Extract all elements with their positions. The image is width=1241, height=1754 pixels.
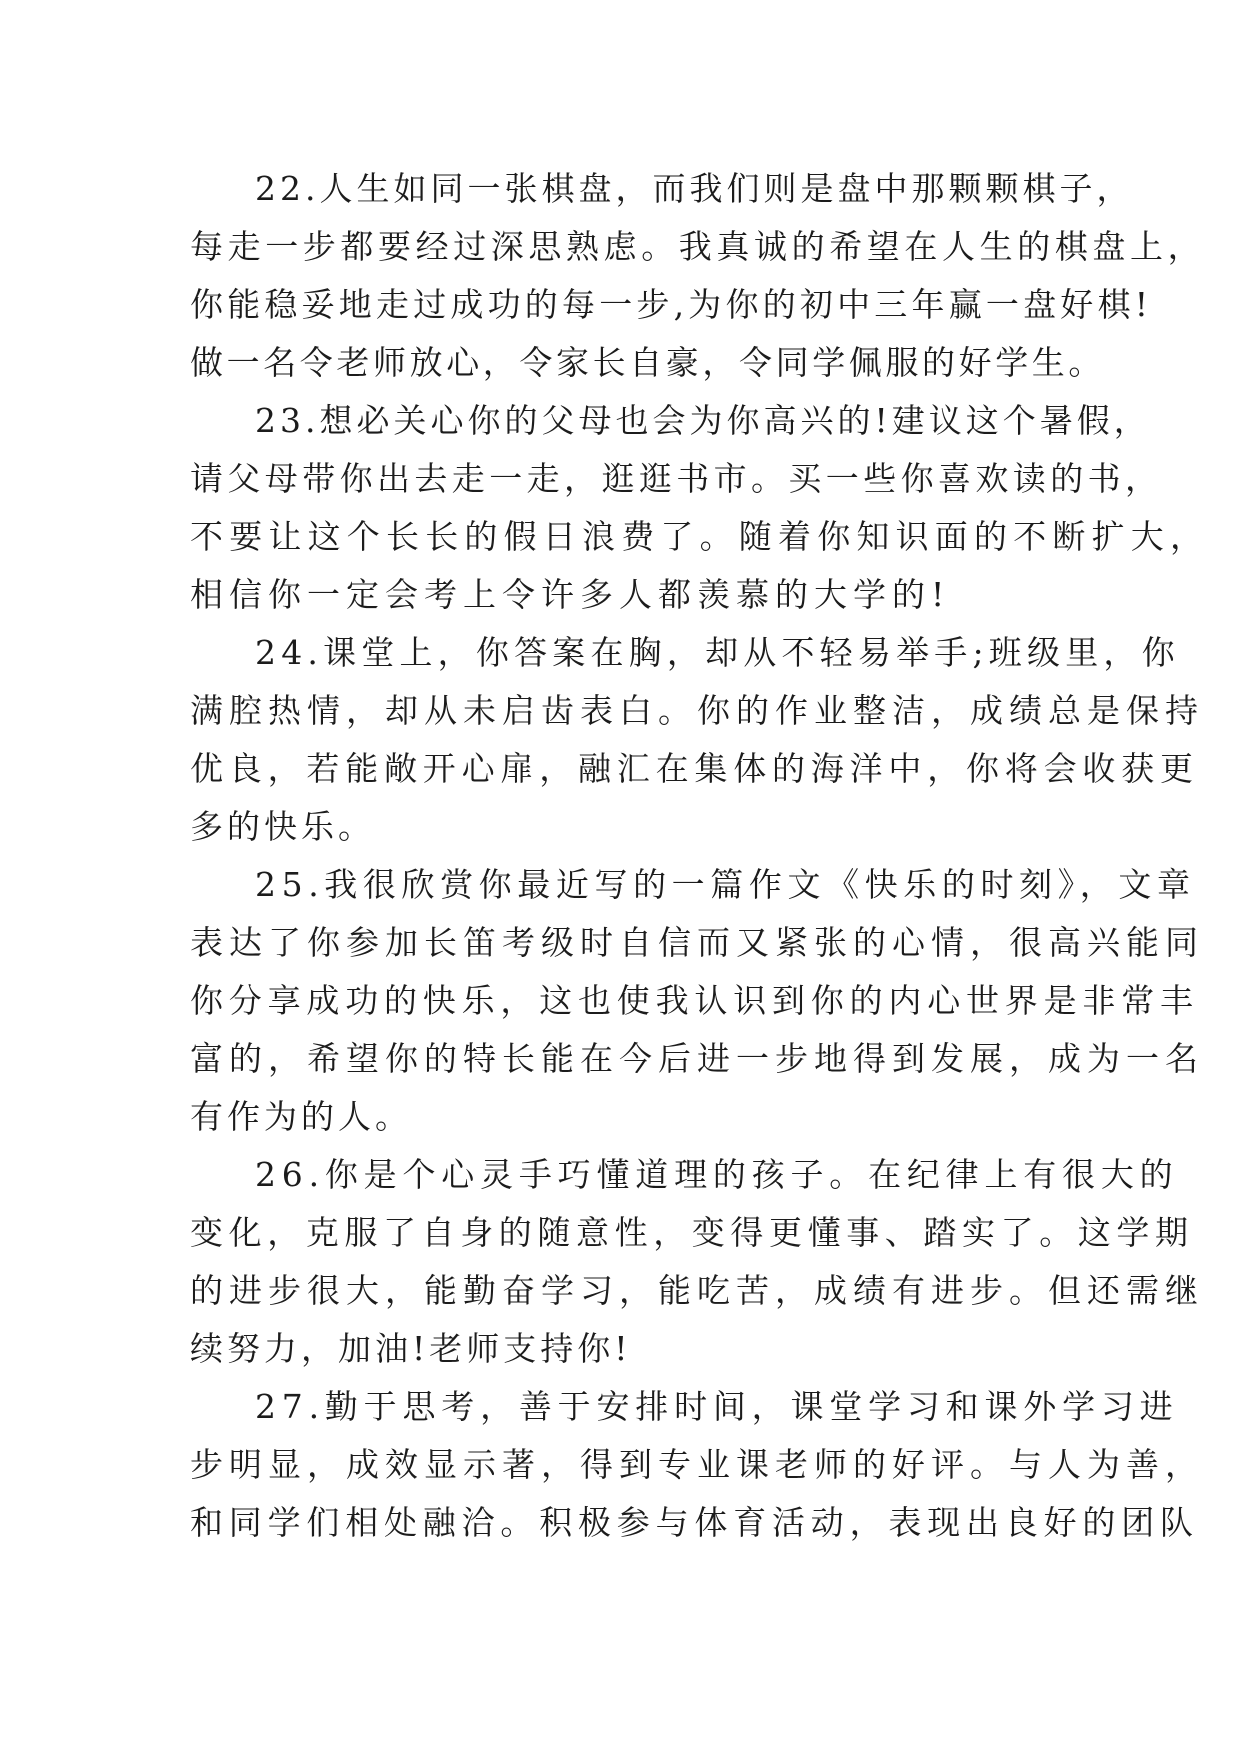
paragraph-27 [190, 1378, 1204, 1552]
text-line: 27.勤于思考，善于安排时间，课堂学习和课外学习进 [255, 1387, 1179, 1426]
text-line: 多的快乐。 [190, 807, 375, 846]
text-line: 优良，若能敞开心扉，融汇在集体的海洋中，你将会收获更 [190, 749, 1199, 788]
text-line: 和同学们相处融洽。积极参与体育活动，表现出良好的团队 [190, 1503, 1199, 1542]
text-line: 不要让这个长长的假日浪费了。随着你知识面的不断扩大， [190, 517, 1210, 556]
text-line: 做一名令老师放心，令家长自豪，令同学佩服的好学生。 [190, 343, 1105, 382]
text-line: 23.想必关心你的父母也会为你高兴的!建议这个暑假， [255, 401, 1151, 440]
text-line: 22.人生如同一张棋盘，而我们则是盘中那颗颗棋子， [255, 169, 1134, 208]
paragraph-24 [190, 624, 1204, 856]
text-line: 有作为的人。 [190, 1097, 412, 1136]
text-line: 相信你一定会考上令许多人都羡慕的大学的! [190, 575, 951, 614]
text-line: 请父母带你出去走一走，逛逛书市。买一些你喜欢读的书， [190, 459, 1163, 498]
text-line: 每走一步都要经过深思熟虑。我真诚的希望在人生的棋盘上， [190, 227, 1206, 266]
text-line: 续努力，加油!老师支持你! [190, 1329, 632, 1368]
text-line: 你分享成功的快乐，这也使我认识到你的内心世界是非常丰 [190, 981, 1199, 1020]
document-body [190, 160, 1210, 1552]
text-line: 满腔热情，却从未启齿表白。你的作业整洁，成绩总是保持 [190, 691, 1204, 730]
text-line: 26.你是个心灵手巧懂道理的孩子。在纪律上有很大的 [255, 1155, 1179, 1194]
paragraph-26 [190, 1146, 1204, 1378]
text-line: 24.课堂上，你答案在胸，却从不轻易举手;班级里，你 [255, 633, 1180, 672]
paragraph-22 [190, 160, 1206, 392]
text-line: 步明显，成效显示著，得到专业课老师的好评。与人为善， [190, 1445, 1204, 1484]
text-line: 25.我很欣赏你最近写的一篇作文《快乐的时刻》，文章 [255, 865, 1196, 904]
text-line: 的进步很大，能勤奋学习，能吃苦，成绩有进步。但还需继 [190, 1271, 1204, 1310]
text-line: 变化，克服了自身的随意性，变得更懂事、踏实了。这学期 [190, 1213, 1194, 1252]
text-line: 富的，希望你的特长能在今后进一步地得到发展，成为一名 [190, 1039, 1204, 1078]
paragraph-23 [190, 392, 1210, 624]
text-line: 表达了你参加长笛考级时自信而又紧张的心情，很高兴能同 [190, 923, 1204, 962]
text-line: 你能稳妥地走过成功的每一步,为你的初中三年赢一盘好棋! [190, 285, 1153, 324]
paragraph-25 [190, 856, 1204, 1146]
